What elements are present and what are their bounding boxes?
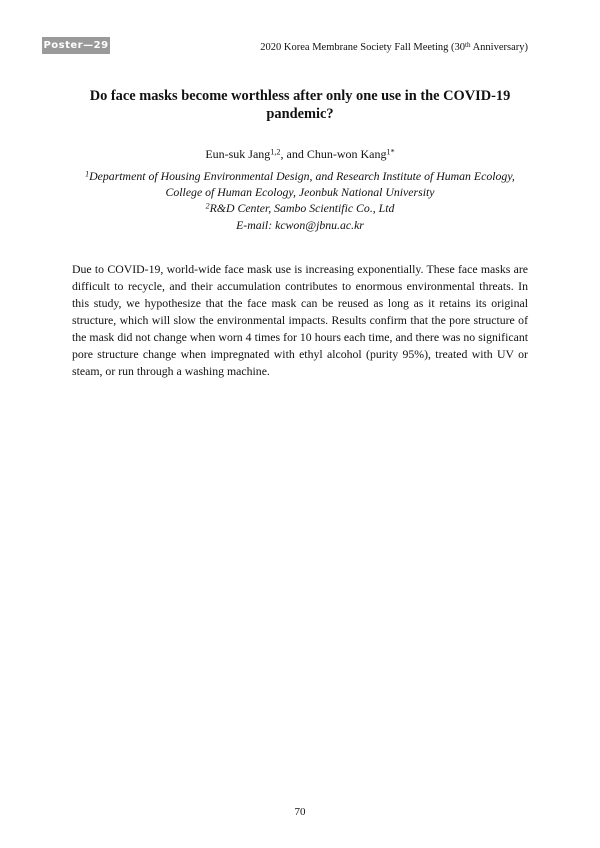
affiliation-mark: 1 (85, 169, 90, 179)
affiliation-line (72, 200, 528, 216)
conference-name: 2020 Korea Membrane Society Fall Meeting (30 (260, 42, 465, 53)
affiliation-text: R&D Center, Sambo Scientific Co., Ltd (209, 201, 395, 216)
author-affiliation-mark: 1,2 (270, 147, 281, 157)
affiliation-text: College of Human Ecology, Jeonbuk National University (165, 185, 435, 200)
author-affiliation-mark: 1* (386, 147, 395, 157)
affiliation-line (72, 168, 528, 184)
conference-ordinal-suffix: th (465, 40, 471, 49)
poster-badge: Poster—29 (42, 37, 110, 54)
affiliation-line (72, 184, 528, 200)
paper-title: Do face masks become worthless after only one use in the COVID-19 pandemic? (89, 88, 511, 122)
author-name: Chun-won Kang (306, 147, 387, 161)
email-text: E-mail: kcwon@jbnu.ac.kr (236, 217, 364, 232)
page-number: 70 (294, 806, 306, 818)
affiliation-text: Department of Housing Environmental Design, and Research Institute of Human Ecology, (89, 169, 515, 183)
author-name: Eun-suk Jang (205, 147, 271, 161)
conference-name-end: Anniversary) (470, 42, 528, 53)
abstract-body: Due to COVID-19, world-wide face mask use is increasing exponentially. These face masks are difficult to recycle, and their accumulation contributes to enormous environmental threats. In this study, we hypothesize that the face mask can be reused as long as it retains its original structure, which will slow the environmental impacts. Results confirm that the pore structure of the mask did not change when worn 4 times for 10 hours each time, and there was no significant pore structure change when impregnated with ethyl alcohol (purity 95%), treated with UV or steam, or run through a washing machine. (72, 262, 528, 378)
affiliations (72, 168, 528, 233)
contact-email (72, 217, 528, 233)
author-separator: , and (280, 147, 307, 161)
author-list (72, 146, 528, 162)
affiliation-mark: 2 (205, 201, 210, 211)
conference-header (260, 41, 528, 54)
